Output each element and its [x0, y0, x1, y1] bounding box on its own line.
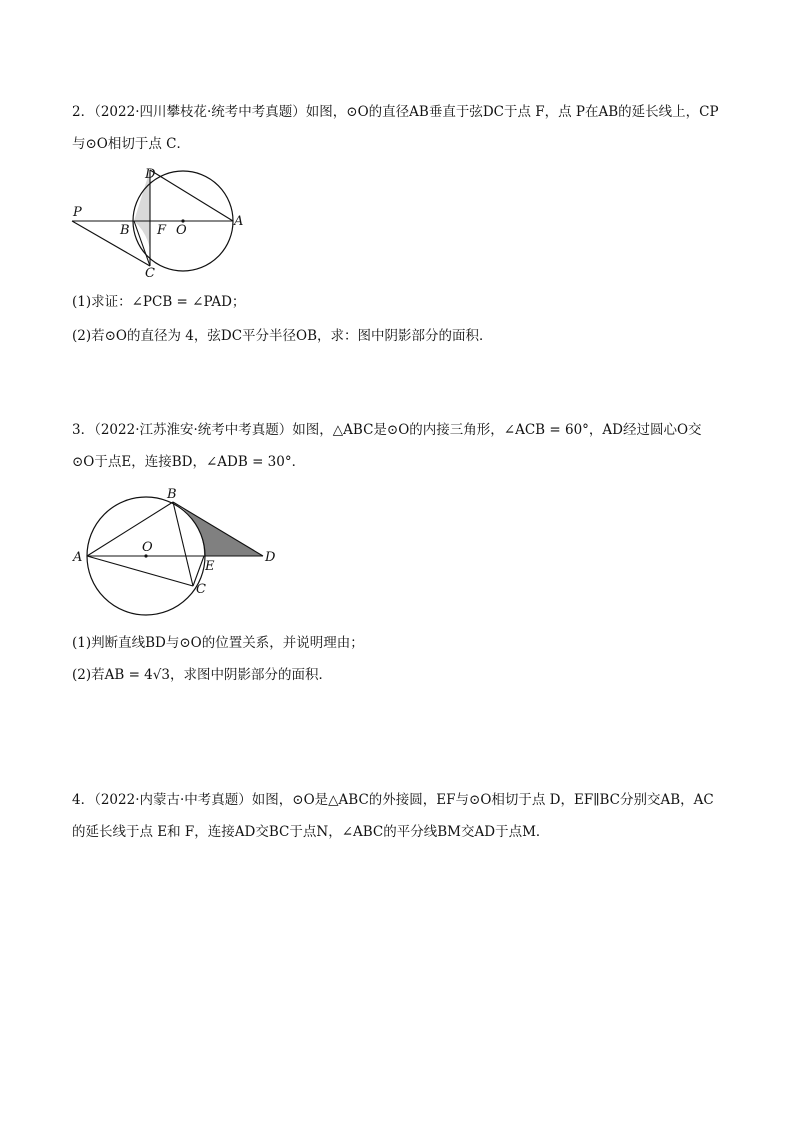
q3-label-o: O: [142, 540, 153, 555]
q2-part-1: (1)求证：∠PCB = ∠PAD；: [72, 294, 246, 310]
q2-stem-line-1: 2．（2022·四川攀枝花·统考中考真题）如图，⊙O的直径AB垂直于弦DC于点 F，点 P在AB的延长线上，CP: [72, 104, 719, 120]
q3-segment-ab: [87, 502, 173, 556]
q3-part-1: (1)判断直线BD与⊙O的位置关系，并说明理由；: [72, 635, 364, 651]
q2-geometry-figure: [66, 160, 256, 284]
q2-label-a: A: [234, 214, 244, 229]
q3-label-e: E: [205, 559, 215, 574]
q2-label-d: D: [145, 167, 156, 182]
q3-stem-line-2: ⊙O于点E，连接BD，∠ADB = 30°．: [72, 454, 306, 470]
q3-label-d: D: [265, 550, 276, 565]
q4-stem-line-1: 4．（2022·内蒙古·中考真题）如图，⊙O是△ABC的外接圆，EF与⊙O相切于点 D，EF∥BC分别交AB，AC: [72, 792, 714, 808]
q2-label-o: O: [176, 223, 187, 238]
q2-label-c: C: [145, 266, 155, 281]
q3-segment-ac: [87, 556, 193, 586]
q2-label-b: B: [120, 223, 130, 238]
q2-part-2: (2)若⊙O的直径为 4，弦DC平分半径OB，求：图中阴影部分的面积．: [72, 328, 493, 344]
q3-label-b: B: [167, 487, 177, 502]
q2-label-p: P: [73, 205, 82, 220]
q3-label-c: C: [196, 582, 206, 597]
q2-label-f: F: [157, 223, 167, 238]
q3-part-2: (2)若AB = 4√3，求图中阴影部分的面积．: [72, 667, 332, 683]
q2-stem-line-2: 与⊙O相切于点 C．: [72, 136, 190, 152]
q4-stem-line-2: 的延长线于点 E和 F，连接AD交BC于点N，∠ABC的平分线BM交AD于点M．: [72, 824, 550, 840]
q2-segment-da: [150, 170, 233, 221]
q3-geometry-figure: [68, 484, 280, 620]
q3-stem-line-1: 3．（2022·江苏淮安·统考中考真题）如图，△ABC是⊙O的内接三角形，∠ACB = 60°，AD经过圆心O交: [72, 422, 702, 438]
q3-label-a: A: [73, 550, 83, 565]
